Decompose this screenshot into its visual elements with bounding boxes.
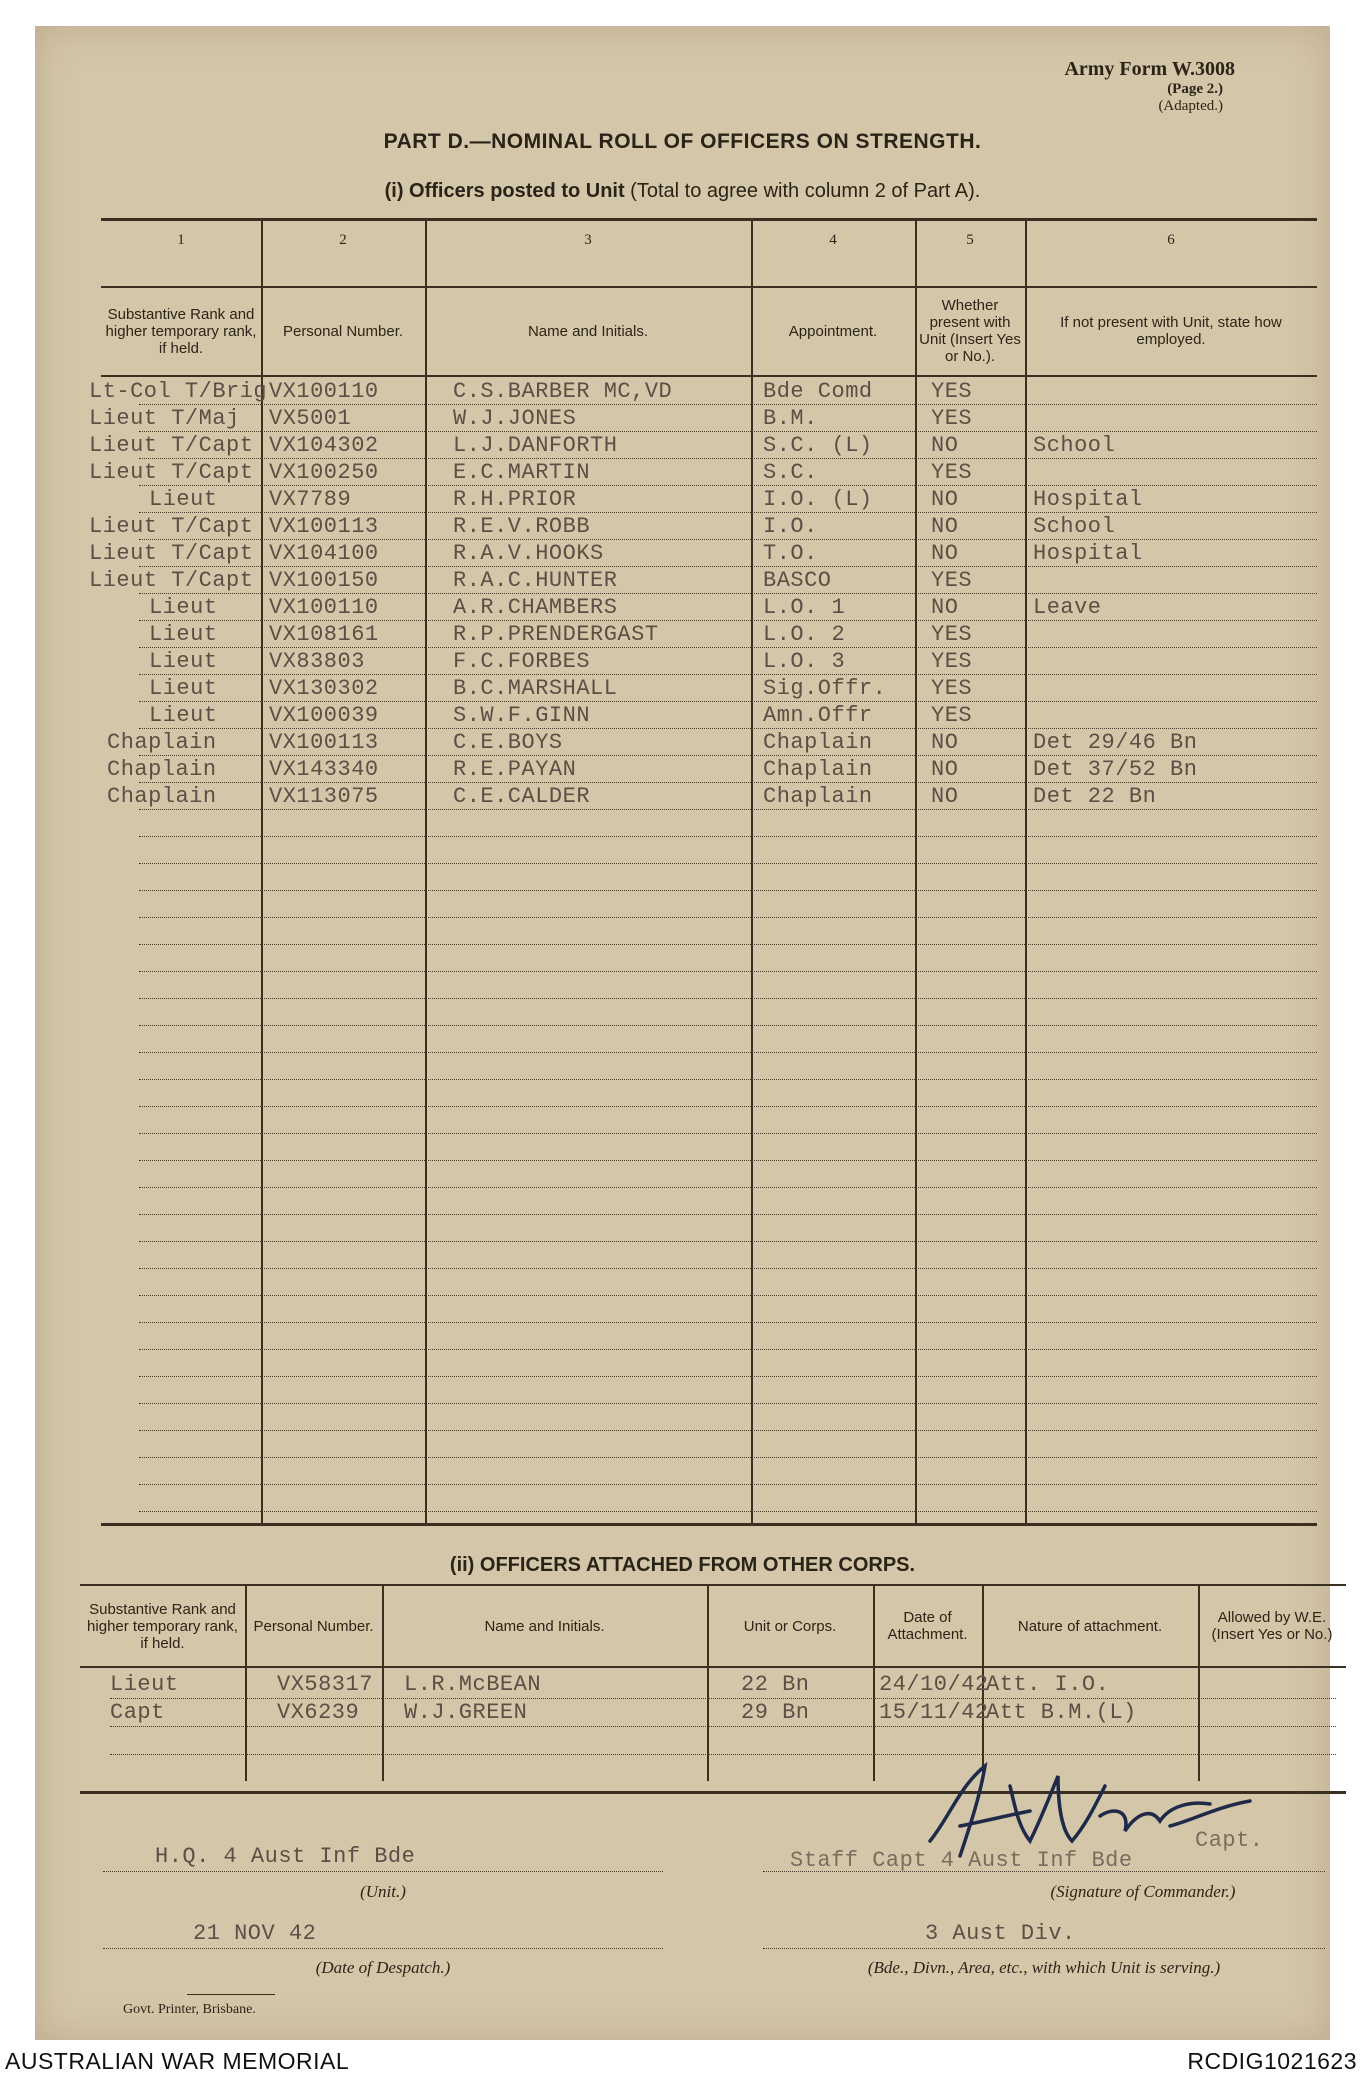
table-cell-appt: BASCO bbox=[763, 568, 832, 593]
table-row bbox=[35, 622, 1330, 649]
table-cell-present: YES bbox=[931, 460, 973, 485]
table-cell-employed: Det 37/52 Bn bbox=[1033, 757, 1198, 782]
ruled-line bbox=[139, 1322, 1317, 1323]
table-row bbox=[35, 649, 1330, 676]
column-header: Appointment. bbox=[788, 322, 878, 340]
column-header: If not present with Unit, state how employed. bbox=[1060, 314, 1282, 348]
table-row bbox=[35, 595, 1330, 622]
table-cell-nature: Att B.M.(L) bbox=[986, 1700, 1137, 1725]
table-cell-name: R.H.PRIOR bbox=[453, 487, 577, 512]
ruled-line bbox=[139, 1079, 1317, 1080]
table-cell-present: NO bbox=[931, 730, 959, 755]
table-cell-number: VX100113 bbox=[269, 514, 379, 539]
ruled-line bbox=[139, 1106, 1317, 1107]
column-header: Personal Number. bbox=[253, 1617, 374, 1635]
table-cell-appt: S.C. bbox=[763, 460, 818, 485]
ruled-line bbox=[139, 1430, 1317, 1431]
column-header: Substantive Rank and higher temporary rank, if held. bbox=[87, 1600, 238, 1652]
table-cell-number: VX7789 bbox=[269, 487, 352, 512]
table-cell-appt: T.O. bbox=[763, 541, 818, 566]
ruled-line bbox=[139, 1241, 1317, 1242]
table-cell-name: C.E.BOYS bbox=[453, 730, 563, 755]
form-page: (Page 2.) bbox=[1167, 81, 1223, 97]
table-cell-employed: Leave bbox=[1033, 595, 1102, 620]
column-number: 2 bbox=[339, 232, 347, 248]
table-row bbox=[35, 784, 1330, 811]
table-cell-appt: I.O. bbox=[763, 514, 818, 539]
table-cell-appt: I.O. (L) bbox=[763, 487, 873, 512]
table-cell-rank: Lieut bbox=[110, 1672, 179, 1697]
ruled-line bbox=[139, 1052, 1317, 1053]
page-title: PART D.—NOMINAL ROLL OF OFFICERS ON STRENGTH. bbox=[383, 130, 982, 153]
table-cell-rank: Lieut bbox=[149, 487, 218, 512]
table-cell-name: C.S.BARBER MC,VD bbox=[453, 379, 673, 404]
table-cell-number: VX100150 bbox=[269, 568, 379, 593]
ruled-line bbox=[139, 836, 1317, 837]
table-cell-rank: Lieut bbox=[149, 622, 218, 647]
table-cell-rank: Lieut bbox=[149, 649, 218, 674]
table-cell-name: E.C.MARTIN bbox=[453, 460, 591, 485]
table-cell-name: L.J.DANFORTH bbox=[453, 433, 618, 458]
table-row bbox=[35, 379, 1330, 406]
table-cell-present: NO bbox=[931, 541, 959, 566]
table-row bbox=[35, 406, 1330, 433]
ruled-line bbox=[139, 1376, 1317, 1377]
table-row bbox=[35, 1700, 1330, 1728]
table-cell-rank: Lieut bbox=[149, 595, 218, 620]
column-header: Name and Initials. bbox=[484, 1617, 605, 1635]
signature-rank: Capt. bbox=[1195, 1828, 1264, 1853]
table-row bbox=[35, 730, 1330, 757]
division-label: (Bde., Divn., Area, etc., with which Unit is serving.) bbox=[867, 1958, 1221, 1977]
ruled-line bbox=[139, 1214, 1317, 1215]
ruled-line bbox=[139, 1025, 1317, 1026]
table-row bbox=[35, 1672, 1330, 1700]
table-cell-present: YES bbox=[931, 406, 973, 431]
unit-label: (Unit.) bbox=[360, 1882, 406, 1901]
table-cell-rank: Lt-Col T/Brig bbox=[89, 379, 268, 404]
table-cell-present: YES bbox=[931, 622, 973, 647]
ruled-line bbox=[139, 971, 1317, 972]
table-cell-present: YES bbox=[931, 703, 973, 728]
table-cell-appt: L.O. 3 bbox=[763, 649, 846, 674]
commander-signature bbox=[890, 1746, 1270, 1886]
signature-title: Staff Capt 4 Aust Inf Bde bbox=[790, 1848, 1133, 1873]
table-row bbox=[35, 460, 1330, 487]
column-header: Name and Initials. bbox=[527, 322, 649, 340]
table-cell-rank: Lieut bbox=[149, 703, 218, 728]
form-adapted: (Adapted.) bbox=[1158, 98, 1223, 114]
column-header: Personal Number. bbox=[282, 322, 404, 340]
table-cell-appt: Sig.Offr. bbox=[763, 676, 887, 701]
column-header: Nature of attachment. bbox=[1017, 1617, 1163, 1635]
table-cell-name: R.P.PRENDERGAST bbox=[453, 622, 659, 647]
part1-heading-rest: (Total to agree with column 2 of Part A). bbox=[624, 180, 981, 202]
table-cell-rank: Chaplain bbox=[107, 730, 217, 755]
table-cell-number: VX130302 bbox=[269, 676, 379, 701]
form-sheet bbox=[35, 26, 1333, 2040]
ruled-line bbox=[139, 1511, 1317, 1512]
table-cell-number: VX100250 bbox=[269, 460, 379, 485]
ruled-line bbox=[139, 998, 1317, 999]
part1-heading-bold: (i) Officers posted to Unit bbox=[384, 180, 625, 202]
ruled-line bbox=[139, 1484, 1317, 1485]
table-cell-employed: Hospital bbox=[1033, 487, 1143, 512]
part2-heading: (ii) OFFICERS ATTACHED FROM OTHER CORPS. bbox=[449, 1554, 916, 1576]
table-cell-present: YES bbox=[931, 676, 973, 701]
table-row bbox=[35, 433, 1330, 460]
table-cell-number: VX104302 bbox=[269, 433, 379, 458]
form-identifier bbox=[1064, 58, 1235, 115]
table-cell-present: NO bbox=[931, 433, 959, 458]
table-cell-rank: Lieut T/Capt bbox=[89, 433, 254, 458]
table-cell-number: VX58317 bbox=[277, 1672, 373, 1697]
table-cell-number: VX143340 bbox=[269, 757, 379, 782]
table-cell-number: VX100110 bbox=[269, 379, 379, 404]
table-cell-rank: Lieut T/Capt bbox=[89, 460, 254, 485]
record-id-caption: RCDIG1021623 bbox=[1187, 2048, 1357, 2074]
ruled-line bbox=[139, 1187, 1317, 1188]
column-number: 3 bbox=[584, 232, 592, 248]
table-cell-number: VX5001 bbox=[269, 406, 352, 431]
table-cell-unit: 22 Bn bbox=[741, 1672, 810, 1697]
table-cell-number: VX100110 bbox=[269, 595, 379, 620]
table-cell-rank: Lieut T/Capt bbox=[89, 541, 254, 566]
table-cell-appt: S.C. (L) bbox=[763, 433, 873, 458]
table-cell-name: W.J.GREEN bbox=[404, 1700, 528, 1725]
form-name: Army Form W.3008 bbox=[1064, 58, 1235, 80]
column-number: 6 bbox=[1167, 232, 1175, 248]
division-value: 3 Aust Div. bbox=[925, 1921, 1076, 1946]
ruled-line bbox=[139, 1160, 1317, 1161]
table-cell-appt: Amn.Offr bbox=[763, 703, 873, 728]
unit-value: H.Q. 4 Aust Inf Bde bbox=[155, 1844, 416, 1869]
table-cell-name: C.E.CALDER bbox=[453, 784, 591, 809]
table-cell-unit: 29 Bn bbox=[741, 1700, 810, 1725]
column-header: Substantive Rank and higher temporary rank, if held. bbox=[105, 305, 257, 357]
ruled-line bbox=[139, 1295, 1317, 1296]
table-cell-present: YES bbox=[931, 568, 973, 593]
part1-heading bbox=[35, 180, 1330, 203]
column-number: 5 bbox=[966, 232, 974, 248]
table-cell-name: R.A.V.HOOKS bbox=[453, 541, 604, 566]
date-value: 21 NOV 42 bbox=[193, 1921, 317, 1946]
table-row bbox=[35, 568, 1330, 595]
table-cell-present: YES bbox=[931, 649, 973, 674]
ruled-line bbox=[139, 863, 1317, 864]
table-cell-name: A.R.CHAMBERS bbox=[453, 595, 618, 620]
table-cell-present: NO bbox=[931, 487, 959, 512]
table-cell-name: W.J.JONES bbox=[453, 406, 577, 431]
table-cell-appt: Chaplain bbox=[763, 784, 873, 809]
table-cell-number: VX83803 bbox=[269, 649, 365, 674]
table-cell-number: VX6239 bbox=[277, 1700, 360, 1725]
ruled-line bbox=[139, 1457, 1317, 1458]
table-cell-appt: Bde Comd bbox=[763, 379, 873, 404]
table-cell-number: VX100113 bbox=[269, 730, 379, 755]
archive-caption: AUSTRALIAN WAR MEMORIAL bbox=[5, 2048, 350, 2074]
table-cell-present: NO bbox=[931, 595, 959, 620]
date-label: (Date of Despatch.) bbox=[315, 1958, 451, 1977]
column-header: Allowed by W.E. (Insert Yes or No.) bbox=[1211, 1609, 1333, 1643]
table-cell-number: VX104100 bbox=[269, 541, 379, 566]
table-cell-number: VX100039 bbox=[269, 703, 379, 728]
table-cell-rank: Chaplain bbox=[107, 784, 217, 809]
table-cell-name: S.W.F.GINN bbox=[453, 703, 591, 728]
table-cell-appt: L.O. 1 bbox=[763, 595, 846, 620]
table-cell-employed: School bbox=[1033, 433, 1116, 458]
ruled-line bbox=[139, 917, 1317, 918]
ruled-line bbox=[139, 1268, 1317, 1269]
table-cell-appt: Chaplain bbox=[763, 730, 873, 755]
table-cell-appt: L.O. 2 bbox=[763, 622, 846, 647]
table-cell-name: R.E.V.ROBB bbox=[453, 514, 591, 539]
table-row bbox=[35, 757, 1330, 784]
table-cell-employed: Det 29/46 Bn bbox=[1033, 730, 1198, 755]
table-cell-rank: Lieut bbox=[149, 676, 218, 701]
table-cell-rank: Lieut T/Capt bbox=[89, 514, 254, 539]
table-cell-name: R.A.C.HUNTER bbox=[453, 568, 618, 593]
table-row bbox=[35, 703, 1330, 730]
table-cell-employed: School bbox=[1033, 514, 1116, 539]
column-number: 4 bbox=[829, 232, 837, 248]
table-cell-appt: Chaplain bbox=[763, 757, 873, 782]
table-row bbox=[35, 514, 1330, 541]
table-row bbox=[35, 676, 1330, 703]
table-cell-present: YES bbox=[931, 379, 973, 404]
table-cell-rank: Chaplain bbox=[107, 757, 217, 782]
table-cell-name: R.E.PAYAN bbox=[453, 757, 577, 782]
table-cell-employed: Hospital bbox=[1033, 541, 1143, 566]
ruled-line bbox=[139, 890, 1317, 891]
column-header: Whether present with Unit (Insert Yes or No.). bbox=[919, 297, 1021, 365]
ruled-line bbox=[139, 1133, 1317, 1134]
table-cell-present: NO bbox=[931, 784, 959, 809]
table-row bbox=[35, 487, 1330, 514]
table-cell-number: VX108161 bbox=[269, 622, 379, 647]
ruled-line bbox=[139, 1403, 1317, 1404]
table-cell-employed: Det 22 Bn bbox=[1033, 784, 1157, 809]
table-cell-present: NO bbox=[931, 757, 959, 782]
printer-imprint: Govt. Printer, Brisbane. bbox=[123, 2002, 256, 2017]
table-cell-name: F.C.FORBES bbox=[453, 649, 591, 674]
column-number: 1 bbox=[177, 232, 185, 248]
signature-label: (Signature of Commander.) bbox=[1050, 1882, 1236, 1901]
column-header: Unit or Corps. bbox=[743, 1617, 837, 1635]
table-cell-rank: Capt bbox=[110, 1700, 165, 1725]
table-cell-name: B.C.MARSHALL bbox=[453, 676, 618, 701]
table-cell-rank: Lieut T/Maj bbox=[89, 406, 240, 431]
column-header: Date of Attachment. bbox=[887, 1609, 968, 1643]
table-cell-date: 24/10/42 bbox=[879, 1672, 989, 1697]
table-cell-rank: Lieut T/Capt bbox=[89, 568, 254, 593]
table-cell-appt: B.M. bbox=[763, 406, 818, 431]
ruled-line bbox=[139, 944, 1317, 945]
table-cell-name: L.R.McBEAN bbox=[404, 1672, 542, 1697]
table-cell-nature: Att. I.O. bbox=[986, 1672, 1110, 1697]
table-row bbox=[35, 541, 1330, 568]
table-cell-date: 15/11/42 bbox=[879, 1700, 989, 1725]
table-cell-present: NO bbox=[931, 514, 959, 539]
table-cell-number: VX113075 bbox=[269, 784, 379, 809]
ruled-line bbox=[139, 1349, 1317, 1350]
